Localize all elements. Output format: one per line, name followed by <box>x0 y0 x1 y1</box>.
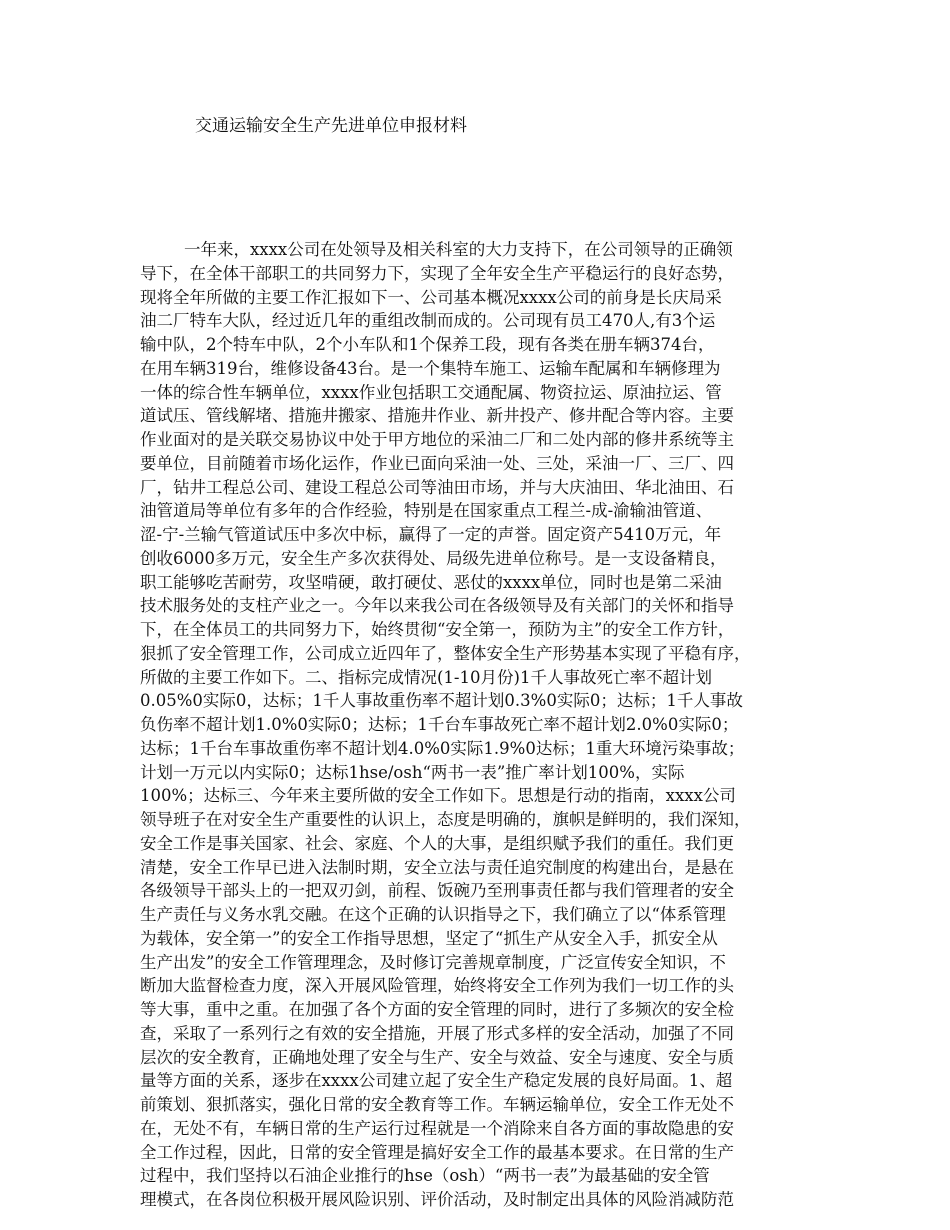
body-line: 道试压、管线解堵、措施井搬家、措施井作业、新井投产、修井配合等内容。主要 <box>140 406 734 426</box>
body-line: 创收6000多万元，安全生产多次获得处、局级先进单位称号。是一支设备精良， <box>140 548 727 568</box>
body-line: 领导班子在对安全生产重要性的认识上，态度是明确的，旗帜是鲜明的，我们深知， <box>140 810 751 829</box>
body-line: 断加大监督检查力度，深入开展风险管理，始终将安全工作列为我们一切工作的头 <box>140 976 734 996</box>
document-body <box>140 238 820 1212</box>
body-line: 计划一万元以内实际0；达标1hse/osh“两书一表”推广率计划100%，实际 <box>140 762 685 782</box>
body-line: 负伤率不超计划1.0%0实际0；达标；1千台车事故死亡率不超计划2.0%0实际0； <box>140 715 739 734</box>
body-line: 在，无处不有，车辆日常的生产运行过程就是一个消除来自各方面的事故隐患的安 <box>140 1118 734 1138</box>
body-line: 技术服务处的支柱产业之一。今年以来我公司在各级领导及有关部门的关怀和指导 <box>140 596 734 616</box>
body-line: 现将全年所做的主要工作汇报如下一、公司基本概况xxxx公司的前身是长庆局采 <box>140 287 722 307</box>
body-line: 涩-宁-兰输气管道试压中多次中标，赢得了一定的声誉。固定资产5410万元，年 <box>140 525 722 544</box>
body-line: 安全工作是事关国家、社会、家庭、个人的大事，是组织赋予我们的重任。我们更 <box>140 833 734 853</box>
body-line: 各级领导干部头上的一把双刃剑，前程、饭碗乃至刑事责任都与我们管理者的安全 <box>140 881 734 901</box>
body-line: 生产责任与义务水乳交融。在这个正确的认识指导之下，我们确立了以“体系管理 <box>140 905 726 924</box>
document-title: 交通运输安全生产先进单位申报材料 <box>195 116 467 136</box>
body-line: 为载体，安全第一”的安全工作指导思想，坚定了“抓生产从安全入手，抓安全从 <box>140 928 718 948</box>
body-line: 100%；达标三、今年来主要所做的安全工作如下。思想是行动的指南，xxxx公司 <box>140 786 736 806</box>
body-line: 层次的安全教育，正确地处理了安全与生产、安全与效益、安全与速度、安全与质 <box>140 1047 734 1067</box>
body-line: 一年来，xxxx公司在处领导及相关科室的大力支持下，在公司领导的正确领 <box>184 240 733 259</box>
body-line: 要单位，目前随着市场化运作，作业已面向采油一处、三处，采油一厂、三厂、四 <box>140 453 734 473</box>
body-line: 油二厂特车大队，经过近几年的重组改制而成的。公司现有员工470人,有3个运 <box>140 311 716 331</box>
body-line: 下，在全体员工的共同努力下，始终贯彻“安全第一，预防为主”的安全工作方针， <box>140 620 735 639</box>
body-line: 清楚，安全工作早已进入法制时期，安全立法与责任追究制度的构建出台，是悬在 <box>140 857 734 877</box>
body-line: 所做的主要工作如下。二、指标完成情况(1-10月份)1千人事故死亡率不超计划 <box>140 667 712 687</box>
body-line: 一体的综合性车辆单位，xxxx作业包括职工交通配属、物资拉运、原油拉运、管 <box>140 382 722 402</box>
body-line: 输中队，2个特车中队，2个小车队和1个保养工段，现有各类在册车辆374台， <box>140 335 715 354</box>
body-line: 在用车辆319台，维修设备43台。是一个集特车施工、运输车配属和车辆修理为 <box>140 358 721 378</box>
body-line: 狠抓了安全管理工作，公司成立近四年了，整体安全生产形势基本实现了平稳有序， <box>140 643 751 663</box>
body-line: 全工作过程，因此，日常的安全管理是搞好安全工作的最基本要求。在日常的生产 <box>140 1142 734 1162</box>
body-line: 导下，在全体干部职工的共同努力下，实现了全年安全生产平稳运行的良好态势， <box>140 263 734 283</box>
body-line: 作业面对的是关联交易协议中处于甲方地位的采油二厂和二处内部的修井系统等主 <box>140 430 734 449</box>
body-line: 过程中，我们坚持以石油企业推行的hse（osh）“两书一表”为最基础的安全管 <box>140 1166 710 1186</box>
body-line: 等大事，重中之重。在加强了各个方面的安全管理的同时，进行了多频次的安全检 <box>140 1000 734 1019</box>
body-line: 量等方面的关系，逐步在xxxx公司建立起了安全生产稳定发展的良好局面。1、超 <box>140 1071 733 1091</box>
body-line: 厂，钻井工程总公司、建设工程总公司等油田市场，并与大庆油田、华北油田、石 <box>140 477 734 497</box>
body-line: 0.05%0实际0，达标；1千人事故重伤率不超计划0.3%0实际0；达标；1千人事故 <box>140 691 743 711</box>
body-line: 查，采取了一系列行之有效的安全措施，开展了形式多样的安全活动，加强了不同 <box>140 1023 734 1043</box>
body-line: 职工能够吃苦耐劳，攻坚啃硬，敢打硬仗、恶仗的xxxx单位，同时也是第二采油 <box>140 572 722 592</box>
body-line: 达标；1千台车事故重伤率不超计划4.0%0实际1.9%0达标；1重大环境污染事故； <box>140 738 745 758</box>
body-line: 前策划、狠抓落实，强化日常的安全教育等工作。车辆运输单位，安全工作无处不 <box>140 1095 734 1114</box>
body-line: 油管道局等单位有多年的合作经验，特别是在国家重点工程兰-成-渝输油管道、 <box>140 501 713 521</box>
body-line: 理模式，在各岗位积极开展风险识别、评价活动，及时制定出具体的风险消减防范 <box>140 1190 734 1209</box>
body-line: 生产出发”的安全工作管理理念，及时修订完善规章制度，广泛宣传安全知识，不 <box>140 952 726 972</box>
